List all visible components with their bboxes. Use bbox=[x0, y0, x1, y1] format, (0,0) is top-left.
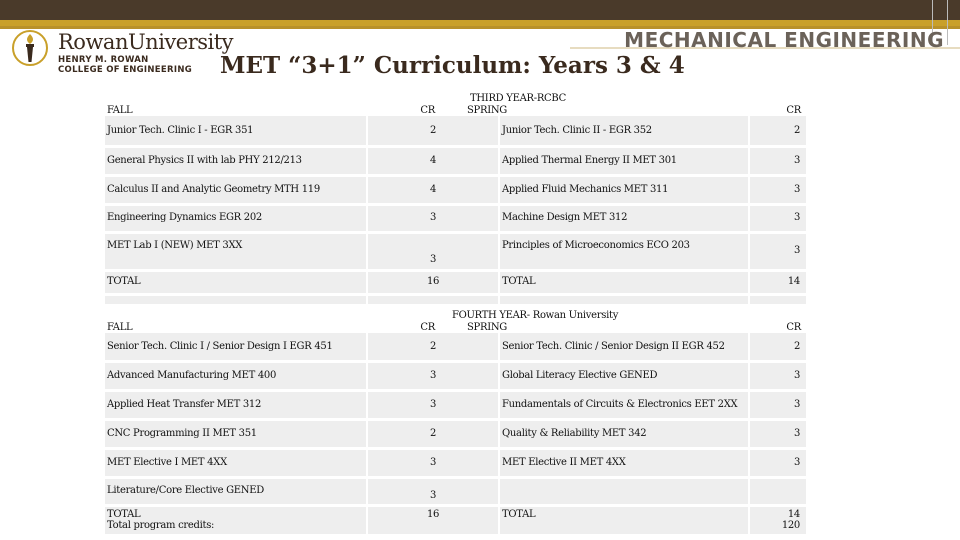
fourth-fall-label: FALL bbox=[105, 305, 367, 333]
fourth-spring-label: SPRING bbox=[467, 321, 507, 333]
fourth-row-4 bbox=[105, 419, 807, 448]
fourth-fall-course: Advanced Manufacturing MET 400 bbox=[105, 361, 367, 390]
third-year-heading: THIRD YEAR-RCBC bbox=[470, 93, 566, 104]
third-fall-cr: 2 bbox=[367, 116, 499, 146]
fourth-fall-course: Senior Tech. Clinic I / Senior Design I EGR 451 bbox=[105, 333, 367, 361]
third-row-4 bbox=[105, 204, 807, 232]
fourth-spring-cr: 3 bbox=[749, 448, 807, 477]
third-total-label: TOTAL bbox=[105, 270, 367, 294]
fourth-total-spring-label: TOTAL bbox=[499, 505, 749, 535]
third-total-spring-label: TOTAL bbox=[499, 270, 749, 294]
fourth-year-header-row bbox=[105, 305, 807, 333]
third-year-header-row bbox=[105, 90, 807, 116]
fourth-fall-course: MET Elective I MET 4XX bbox=[105, 448, 367, 477]
third-fall-cr: 4 bbox=[367, 175, 499, 204]
third-total-spring: 14 bbox=[749, 270, 807, 294]
third-spring-course: Applied Fluid Mechanics MET 311 bbox=[499, 175, 749, 204]
fourth-year-heading-cell bbox=[367, 305, 749, 333]
total-program-credits: 120 bbox=[781, 520, 800, 531]
third-fall-cr: 3 bbox=[367, 232, 499, 270]
third-row-3 bbox=[105, 175, 807, 204]
fourth-total-label: TOTAL bbox=[107, 508, 141, 520]
fourth-spring-cr bbox=[749, 477, 807, 505]
third-fall-course: MET Lab I (NEW) MET 3XX bbox=[105, 232, 367, 270]
fourth-spring-cr: 3 bbox=[749, 390, 807, 419]
fourth-total-spring: 14 bbox=[787, 508, 800, 520]
fourth-spring-cr: 2 bbox=[749, 333, 807, 361]
curriculum-table bbox=[105, 90, 808, 537]
third-total-fall: 16 bbox=[367, 270, 499, 294]
third-fall-label: FALL bbox=[105, 90, 367, 116]
logo-subtitle-1: HENRY M. ROWAN bbox=[58, 55, 149, 65]
third-year-subheads bbox=[369, 105, 747, 117]
fourth-cr2-label: CR bbox=[749, 305, 807, 333]
fourth-row-1 bbox=[105, 333, 807, 361]
fourth-row-6 bbox=[105, 477, 807, 505]
page-title: MET “3+1” Curriculum: Years 3 & 4 bbox=[220, 52, 685, 79]
fourth-fall-cr: 3 bbox=[367, 477, 499, 505]
logo-wordmark: RowanUniversity bbox=[58, 30, 234, 54]
third-row-1 bbox=[105, 116, 807, 146]
fourth-spring-course: Senior Tech. Clinic / Senior Design II EGR 452 bbox=[499, 333, 749, 361]
fourth-fall-course: Applied Heat Transfer MET 312 bbox=[105, 390, 367, 419]
third-cr2-label: CR bbox=[749, 90, 807, 116]
third-spring-cr: 2 bbox=[749, 116, 807, 146]
department-name: MECHANICAL ENGINEERING bbox=[624, 28, 944, 52]
third-year-heading-cell bbox=[367, 90, 749, 116]
fourth-fall-cr: 3 bbox=[367, 390, 499, 419]
third-spring-course: Junior Tech. Clinic II - EGR 352 bbox=[499, 116, 749, 146]
logo-subtitle-2: COLLEGE OF ENGINEERING bbox=[58, 65, 193, 75]
fourth-spring-cr: 3 bbox=[749, 419, 807, 448]
third-fall-cr: 4 bbox=[367, 146, 499, 175]
fourth-fall-course: CNC Programming II MET 351 bbox=[105, 419, 367, 448]
third-spring-label: SPRING bbox=[467, 104, 507, 116]
fourth-spring-course: Quality & Reliability MET 342 bbox=[499, 419, 749, 448]
fourth-row-3 bbox=[105, 390, 807, 419]
fourth-year-heading: FOURTH YEAR- Rowan University bbox=[451, 310, 619, 321]
third-spring-cr: 3 bbox=[749, 175, 807, 204]
fourth-year-subheads bbox=[369, 322, 747, 334]
third-fall-cr: 3 bbox=[367, 204, 499, 232]
third-fall-course: Engineering Dynamics EGR 202 bbox=[105, 204, 367, 232]
fourth-fall-cr: 2 bbox=[367, 419, 499, 448]
fourth-fall-cr: 3 bbox=[367, 448, 499, 477]
separator-row bbox=[105, 294, 807, 305]
fourth-cr-label: CR bbox=[420, 321, 435, 333]
third-spring-cr: 3 bbox=[749, 204, 807, 232]
fourth-total-cell bbox=[105, 505, 367, 535]
fourth-total-row bbox=[105, 505, 807, 535]
rowan-logo bbox=[12, 28, 234, 75]
third-fall-course: Junior Tech. Clinic I - EGR 351 bbox=[105, 116, 367, 146]
fourth-total-fall: 16 bbox=[367, 505, 499, 535]
fourth-fall-course: Literature/Core Elective GENED bbox=[105, 477, 367, 505]
third-spring-cr: 3 bbox=[749, 232, 807, 270]
third-total-row bbox=[105, 270, 807, 294]
fourth-spring-cr: 3 bbox=[749, 361, 807, 390]
fourth-spring-course: Global Literacy Elective GENED bbox=[499, 361, 749, 390]
total-program-label: Total program credits: bbox=[107, 520, 215, 531]
fourth-fall-cr: 2 bbox=[367, 333, 499, 361]
fourth-row-2 bbox=[105, 361, 807, 390]
fourth-spring-course: MET Elective II MET 4XX bbox=[499, 448, 749, 477]
third-spring-cr: 3 bbox=[749, 146, 807, 175]
third-fall-course: General Physics II with lab PHY 212/213 bbox=[105, 146, 367, 175]
third-row-5 bbox=[105, 232, 807, 270]
torch-icon bbox=[12, 28, 52, 68]
third-row-2 bbox=[105, 146, 807, 175]
top-banner bbox=[0, 0, 960, 20]
third-spring-course: Machine Design MET 312 bbox=[499, 204, 749, 232]
fourth-total-cr-cell bbox=[749, 505, 807, 535]
third-spring-course: Principles of Microeconomics ECO 203 bbox=[499, 232, 749, 270]
fourth-fall-cr: 3 bbox=[367, 361, 499, 390]
third-fall-course: Calculus II and Analytic Geometry MTH 119 bbox=[105, 175, 367, 204]
fourth-spring-course bbox=[499, 477, 749, 505]
third-spring-course: Applied Thermal Energy II MET 301 bbox=[499, 146, 749, 175]
fourth-row-5 bbox=[105, 448, 807, 477]
third-cr-label: CR bbox=[420, 104, 435, 116]
fourth-spring-course: Fundamentals of Circuits & Electronics EET 2XX bbox=[499, 390, 749, 419]
